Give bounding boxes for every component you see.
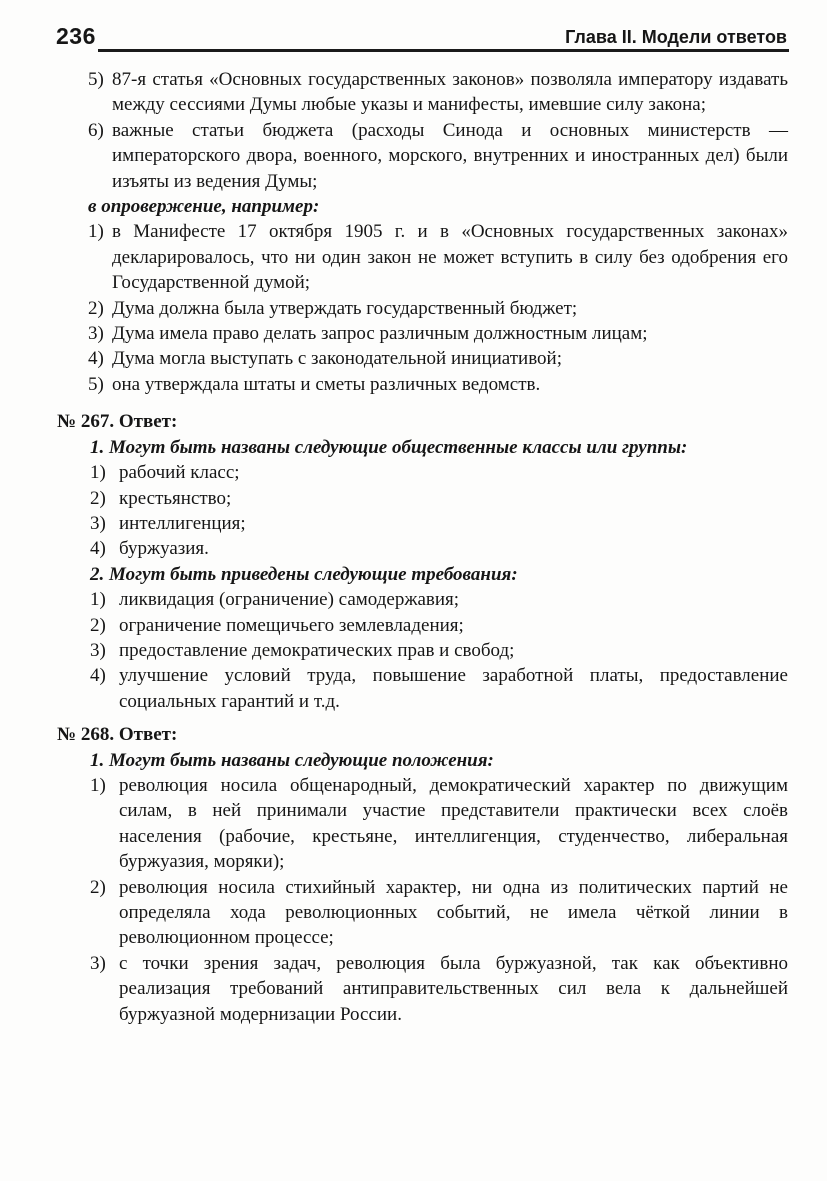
item-number: 3) (90, 952, 106, 974)
item-text: в Манифесте 17 октября 1905 г. и в «Основных государственных законах» декларировалось, что ни один закон не может вступить в силу без одобрения его Государственной думой; (112, 221, 788, 294)
item-text: Дума могла выступать с законодательной инициативой; (112, 348, 562, 370)
item-text: буржуазия. (119, 538, 209, 560)
item-text: 87-я статья «Основных государственных законов» позволяла императору издавать между сессиями Думы любые указы и манифесты, имевшие силу закона; (112, 69, 788, 116)
item-text: предоставление демократических прав и свобод; (119, 639, 515, 661)
answer-267-part1-heading: 1. Могут быть названы следующие общественные классы или группы: (90, 436, 688, 458)
list-item (90, 613, 788, 638)
item-number: 6) (88, 119, 104, 141)
list-item (88, 118, 788, 194)
answer-267-part2-list (90, 587, 788, 714)
list-item (90, 951, 788, 1027)
item-text: важные статьи бюджета (расходы Синода и основных министерств — императорского двора, военного, морского, внутренних и иностранных дел) были изъяты из ведения Думы; (112, 119, 788, 192)
item-number: 3) (88, 323, 104, 345)
item-number: 3) (90, 512, 106, 534)
list-item (90, 638, 788, 663)
item-number: 2) (90, 876, 106, 898)
refutation-items-list (88, 219, 788, 397)
list-item (88, 296, 788, 321)
list-item (90, 663, 788, 714)
item-number: 2) (90, 614, 106, 636)
item-number: 1) (90, 774, 106, 796)
item-text: революция носила стихийный характер, ни одна из политических партий не определяла хода революционных событий, не имела чёткой линии в революционном процессе; (119, 876, 788, 949)
list-item (88, 346, 788, 371)
item-number: 2) (88, 297, 104, 319)
answer-267-part1-list (90, 460, 788, 562)
item-text: рабочий класс; (119, 462, 240, 484)
item-text: ликвидация (ограничение) самодержавия; (119, 589, 460, 611)
item-number: 4) (90, 538, 106, 560)
answer-267-part2-heading: 2. Могут быть приведены следующие требования: (90, 563, 518, 585)
item-number: 2) (90, 487, 106, 509)
item-number: 5) (88, 69, 104, 90)
item-text: Дума имела право делать запрос различным должностным лицам; (112, 323, 648, 345)
item-number: 1) (90, 589, 106, 611)
confirmation-items-list (88, 67, 788, 194)
chapter-header: Глава II. Модели ответов (565, 27, 787, 47)
item-text: крестьянство; (119, 487, 232, 509)
header-rule (98, 49, 789, 52)
item-number: 1) (90, 462, 106, 484)
answer-268-title: № 268. Ответ: (57, 724, 178, 746)
page-number: 236 (56, 23, 96, 49)
item-text: интеллигенция; (119, 512, 246, 534)
item-number: 4) (88, 348, 104, 370)
item-number: 3) (90, 639, 106, 661)
list-item (88, 67, 788, 118)
list-item (90, 460, 788, 485)
list-item (88, 321, 788, 346)
answer-268-part1-list (90, 773, 788, 1027)
list-item (90, 536, 788, 561)
item-number: 4) (90, 665, 106, 687)
item-text: революция носила общенародный, демократический характер по движущим силам, в ней принимали участие представители практически всех слоёв населения (рабочие, крестьяне, интеллигенция, студенчество, либеральная буржуазия, моряки); (119, 774, 788, 873)
item-text: улучшение условий труда, повышение заработной платы, предоставление социальных гарантий и т.д. (119, 665, 788, 712)
item-number: 5) (88, 373, 104, 395)
item-text: Дума должна была утверждать государственный бюджет; (112, 297, 578, 319)
list-item (90, 875, 788, 951)
list-item (88, 372, 788, 397)
page-content (57, 67, 788, 1027)
item-number: 1) (88, 221, 104, 243)
answer-268-part1-heading: 1. Могут быть названы следующие положения: (90, 749, 494, 771)
item-text: она утверждала штаты и сметы различных ведомств. (112, 373, 541, 395)
item-text: ограничение помещичьего землевладения; (119, 614, 464, 636)
list-item (90, 587, 788, 612)
refutation-heading: в опровержение, например: (88, 196, 320, 218)
answer-267-title: № 267. Ответ: (57, 411, 178, 433)
list-item (90, 486, 788, 511)
item-text: с точки зрения задач, революция была буржуазной, так как объективно реализация требований антиправительственных сил вела к дальнейшей буржуазной модернизации России. (119, 952, 788, 1025)
list-item (88, 219, 788, 295)
list-item (90, 511, 788, 536)
list-item (90, 773, 788, 875)
